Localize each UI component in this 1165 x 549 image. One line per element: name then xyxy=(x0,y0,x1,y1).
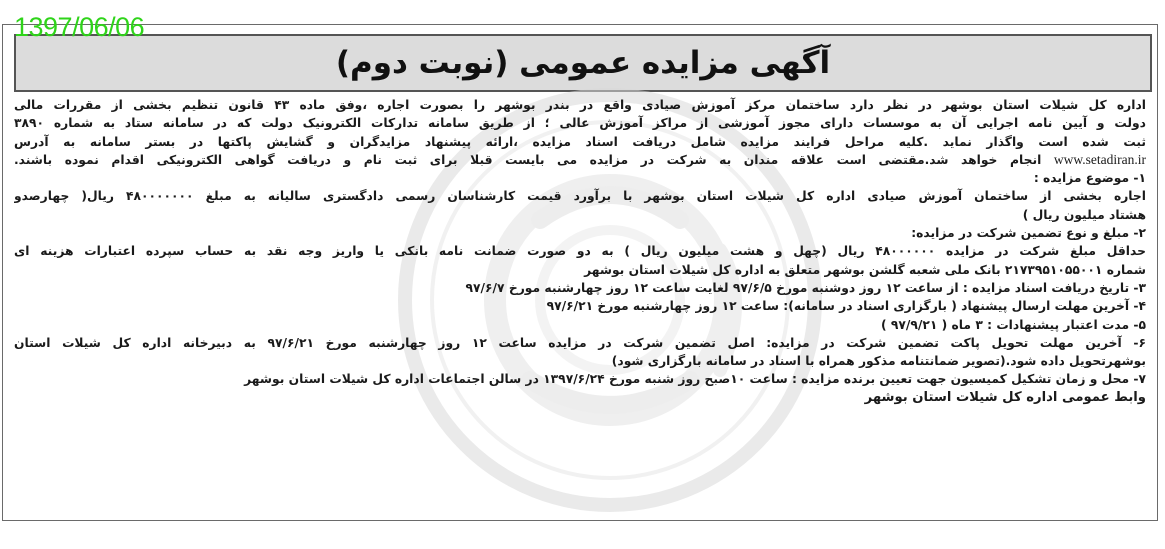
intro-line-1: اداره کل شیلات استان بوشهر در نظر دارد ساختمان مرکز آموزش صیادی واقع در بندر بوشهر را بصورت اجاره ،وفق ماده ۴۳ قانون تنظیم بخشی از مقررات مالی xyxy=(14,98,1146,112)
intro-line-3: ثبت شده است واگذار نماید .کلیه مراحل فرایند مزایده شامل دریافت اسناد مزایده ،ارائه پیشنهاد مزایدگران و گشایش پاکتها در بستر سامانه به آدرس xyxy=(14,134,1146,149)
intro-line-2: دولت و آیین نامه اجرایی آن به موسسات دارای مجوز آموزشی از مراکز آموزش عالی ؛ از طریق سامانه تدارکات الکترونیک دولت که در سامانه ستاد به شماره ۳۸۹۰ xyxy=(14,116,1146,131)
publication-date-stamp: 1397/06/06 xyxy=(14,12,145,42)
notice-body xyxy=(14,96,1146,496)
section-2-line-2: شماره ۲۱۷۳۹۵۱۰۵۵۰۰۱ بانک ملی شعبه گلشن بوشهر متعلق به اداره کل شیلات استان بوشهر xyxy=(584,262,1146,277)
section-4: ۴- آخرین مهلت ارسال پیشنهاد ( بارگزاری اسناد در سامانه): ساعت ۱۲ روز چهارشنبه مورخ ۹۷/۶/۲۱ xyxy=(546,299,1146,314)
section-2-title: ۲- مبلغ و نوع تضمین شرکت در مزایده: xyxy=(911,226,1146,241)
section-6-line-1: ۶- آخرین مهلت تحویل پاکت تضمین شرکت در مزایده: اصل تضمین شرکت در مزایده ساعت ۱۲ روز چهارشنبه مورخ ۹۷/۶/۲۱ به دبیرخانه اداره کل شیلات استان xyxy=(14,335,1146,350)
section-1-line-2: هشتاد میلیون ریال ) xyxy=(1022,207,1146,222)
section-6-line-2: بوشهرتحویل داده شود.(تصویر ضمانتنامه مذکور همراه با اسناد در سامانه بارگزاری شود) xyxy=(611,354,1146,369)
section-7: ۷- محل و زمان تشکیل کمیسیون جهت تعیین برنده مزایده : ساعت ۱۰صبح روز شنبه مورخ ۱۳۹۷/۶/۲۴ در سالن اجتماعات اداره کل شیلات استان بوشهر xyxy=(244,372,1146,387)
section-5: ۵- مدت اعتبار پیشنهادات : ۳ ماه ( ۹۷/۹/۲۱ ) xyxy=(880,317,1146,332)
notice-signature: وابط عمومی اداره کل شیلات استان بوشهر xyxy=(864,389,1146,405)
notice-title: آگهی مزایده عمومی (نوبت دوم) xyxy=(335,45,831,81)
section-2-line-1: حداقل مبلغ شرکت در مزایده ۴۸۰۰۰۰۰۰ ریال (چهل و هشت میلیون ریال ) به دو صورت ضمانت نامه بانکی یا واریز وجه نقد به حساب سپرده اعتبارات هزینه ای xyxy=(14,244,1146,259)
section-1-line-1: اجاره بخشی از ساختمان آموزش صیادی اداره کل شیلات استان بوشهر با برآورد قیمت کارشناسان رسمی دادگستری سالیانه به مبلغ ۴۸۰۰۰۰۰۰۰ ریال( چهارصدو xyxy=(14,189,1146,204)
intro-line-4 xyxy=(14,151,1146,169)
section-3: ۳- تاریخ دریافت اسناد مزایده : از ساعت ۱۲ روز دوشنبه مورخ ۹۷/۶/۵ لغایت ساعت ۱۲ روز چهارشنبه مورخ ۹۷/۶/۷ xyxy=(465,280,1146,295)
section-1-title: ۱- موضوع مزایده : xyxy=(1033,171,1146,186)
intro-line-4-text: انجام خواهد شد.مقتضی است علاقه مندان به شرکت در مزایده می بایست قبلا برای ثبت نام و دریافت گواهی الکترونیکی اقدام نموده باشند. xyxy=(14,152,1054,167)
setadiran-url-link[interactable]: www.setadiran.ir xyxy=(1053,151,1146,167)
